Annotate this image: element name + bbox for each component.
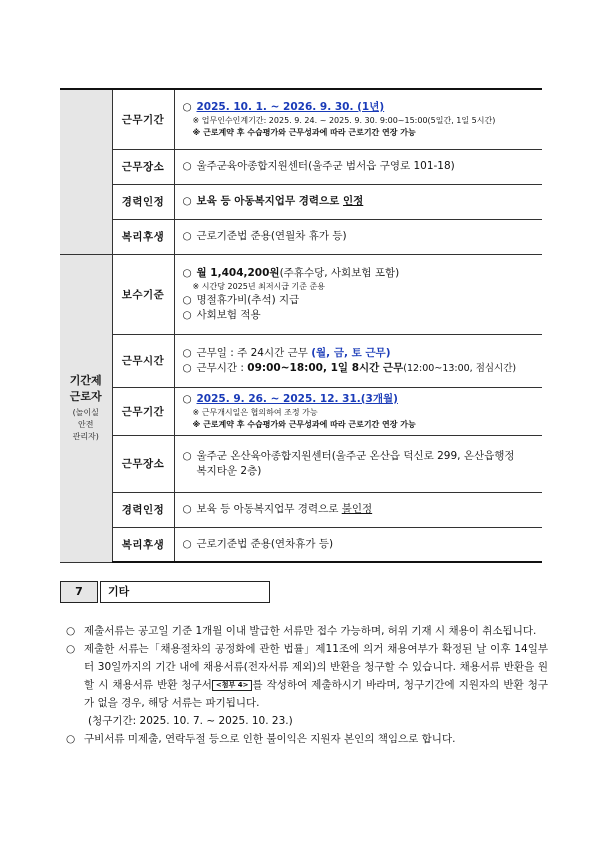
table-row xyxy=(60,184,542,219)
attachment-tag: <첨부 4> xyxy=(212,680,253,691)
table-row xyxy=(60,149,542,184)
table-row xyxy=(60,387,542,435)
table-row xyxy=(60,89,542,149)
row-label: 근무기간 xyxy=(112,89,174,149)
row-content: ○ 월 1,404,200원(주휴수당, 사회보험 포함) ※ 시간당 2025년 최저시급 기준 준용 ○ 명절휴가비(추석) 지급 ○ 사회보험 적용 xyxy=(174,254,542,334)
section-number: 7 xyxy=(60,581,98,603)
row-label: 복리후생 xyxy=(112,219,174,254)
circle-bullet-icon: ○ xyxy=(66,643,76,655)
table-row xyxy=(60,435,542,492)
row-content: ○ 울주군 온산육아종합지원센터(울주군 온산읍 덕신로 299, 온산읍행정 복지타운 2층) xyxy=(174,435,542,492)
row-content: ○ 근로기준법 준용(연월차 휴가 등) xyxy=(174,219,542,254)
row-label: 근무시간 xyxy=(112,334,174,387)
row-label: 근무기간 xyxy=(112,387,174,435)
row-label: 근무장소 xyxy=(112,435,174,492)
circle-bullet-icon: ○ xyxy=(66,733,76,745)
row-label: 경력인정 xyxy=(112,492,174,527)
row-content: ○ 2025. 10. 1. ~ 2026. 9. 30. (1년) ※ 업무인수인계기간: 2025. 9. 24. ~ 2025. 9. 30. 9:00~15:00(5일간, 1일 5시간) ※ 근로계약 후 수습평가와 근무성과에 따라 근로기간 연장 가능 xyxy=(174,89,542,149)
circle-bullet-icon: ○ xyxy=(66,625,76,637)
row-label: 보수기준 xyxy=(112,254,174,334)
list-item: ○ 제출서류는 공고일 기준 1개월 이내 발급한 서류만 접수 가능하며, 허위 기재 시 채용이 취소됩니다. xyxy=(66,622,548,640)
misc-notes xyxy=(66,622,548,748)
row-content: ○ 근로기준법 준용(연차휴가 등) xyxy=(174,527,542,562)
row-content: ○ 근무일 : 주 24시간 근무 (월, 금, 토 근무) ○ 근무시간 : 09:00~18:00, 1일 8시간 근무(12:00~13:00, 점심시간) xyxy=(174,334,542,387)
group-label-temp-worker: 기간제 근로자 (놀이실 안전 관리자) xyxy=(60,254,112,562)
group-label-empty xyxy=(60,89,112,254)
row-label: 복리후생 xyxy=(112,527,174,562)
row-label: 근무장소 xyxy=(112,149,174,184)
employment-conditions-table xyxy=(60,88,542,563)
row-content: ○ 보육 등 아동복지업무 경력으로 불인정 xyxy=(174,492,542,527)
table-row xyxy=(60,254,542,334)
row-content: ○ 울주군육아종합지원센터(울주군 범서읍 구영로 101-18) xyxy=(174,149,542,184)
row-content: ○ 2025. 9. 26. ~ 2025. 12. 31.(3개월) ※ 근무개시일은 협의하여 조정 가능 ※ 근로계약 후 수습평가와 근무성과에 따라 근로기간 연장 가능 xyxy=(174,387,542,435)
table-row xyxy=(60,219,542,254)
table-row xyxy=(60,334,542,387)
section-title: 기타 xyxy=(100,581,270,603)
table-row xyxy=(60,527,542,562)
row-label: 경력인정 xyxy=(112,184,174,219)
list-item: ○ 제출한 서류는「채용절차의 공정화에 관한 법률」제11조에 의거 채용여부가 확정된 날 이후 14일부터 30일까지의 기간 내에 채용서류(전자서류 제외)의 반환을 청구할 수 있습니다. 채용서류 반환을 원할 시 채용서류 반환 청구서 <첨부 4> 를 작성하여 제출하시기 바라며, 청구기간에 지원자의 반환 청구가 없을 경우, 해당 서류는 파기됩니다. (청구기간: 2025. 10. 7. ~ 2025. 10. 23.) xyxy=(66,640,548,730)
row-content: ○ 보육 등 아동복지업무 경력으로 인정 xyxy=(174,184,542,219)
work-period-dates: 2025. 10. 1. ~ 2026. 9. 30. (1년) xyxy=(196,100,385,113)
table-row xyxy=(60,492,542,527)
list-item: ○ 구비서류 미제출, 연락두절 등으로 인한 불이익은 지원자 본인의 책임으로 합니다. xyxy=(66,730,548,748)
